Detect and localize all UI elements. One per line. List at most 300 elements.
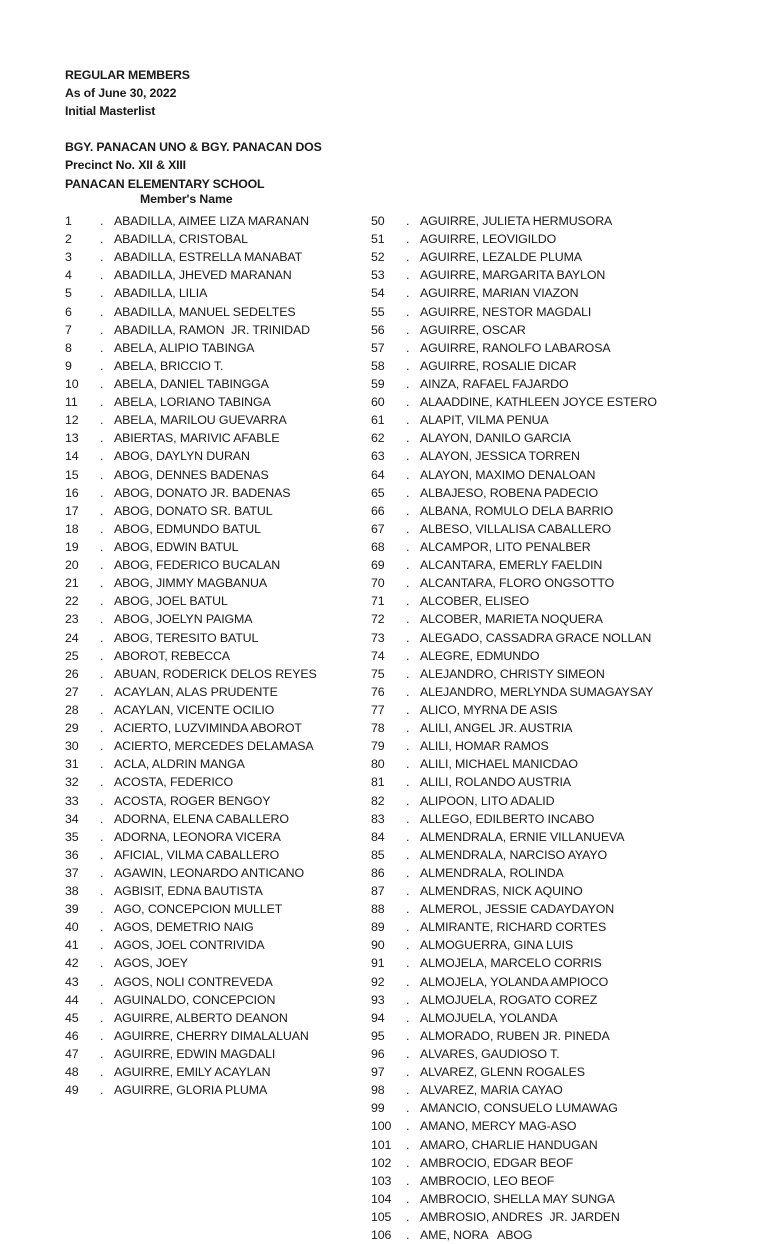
member-number: 45 bbox=[65, 1010, 79, 1025]
member-number: 102 bbox=[371, 1155, 392, 1170]
member-number: 55 bbox=[371, 304, 385, 319]
member-name: AGUIRRE, MARIAN VIAZON bbox=[420, 286, 579, 301]
member-name: AMANO, MERCY MAG-ASO bbox=[420, 1119, 577, 1134]
member-separator-dot: . bbox=[406, 431, 410, 446]
member-number: 99 bbox=[371, 1101, 385, 1116]
member-separator-dot: . bbox=[406, 902, 410, 917]
member-list-item bbox=[371, 828, 701, 846]
member-separator-dot: . bbox=[406, 1191, 410, 1206]
document-list-type: Initial Masterlist bbox=[65, 104, 156, 119]
member-list-item bbox=[65, 719, 365, 737]
member-list-item bbox=[65, 592, 365, 610]
member-name: AMANCIO, CONSUELO LUMAWAG bbox=[420, 1101, 618, 1116]
member-list-item bbox=[371, 719, 701, 737]
member-name: ACOSTA, ROGER BENGOY bbox=[114, 793, 271, 808]
member-separator-dot: . bbox=[406, 648, 410, 663]
member-name: ALMOJELA, MARCELO CORRIS bbox=[420, 956, 602, 971]
member-number: 20 bbox=[65, 558, 79, 573]
member-separator-dot: . bbox=[406, 721, 410, 736]
member-name: ALEJANDRO, CHRISTY SIMEON bbox=[420, 666, 605, 681]
member-name: ALEGRE, EDMUNDO bbox=[420, 648, 540, 663]
member-list-item bbox=[65, 864, 365, 882]
member-number: 63 bbox=[371, 449, 385, 464]
member-number: 51 bbox=[371, 232, 385, 247]
member-name: AGOS, JOEY bbox=[114, 956, 188, 971]
member-separator-dot: . bbox=[100, 630, 104, 645]
document-venue: PANACAN ELEMENTARY SCHOOL bbox=[65, 176, 265, 191]
member-list-item bbox=[65, 212, 365, 230]
member-separator-dot: . bbox=[406, 1173, 410, 1188]
member-separator-dot: . bbox=[406, 612, 410, 627]
member-name: ALLEGO, EDILBERTO INCABO bbox=[420, 811, 595, 826]
member-name: ALVAREZ, GLENN ROGALES bbox=[420, 1065, 585, 1080]
member-separator-dot: . bbox=[100, 1010, 104, 1025]
member-separator-dot: . bbox=[100, 467, 104, 482]
member-list-item bbox=[371, 592, 701, 610]
member-name: ALAYON, DANILO GARCIA bbox=[420, 431, 571, 446]
member-number: 5 bbox=[65, 286, 72, 301]
member-list-item bbox=[65, 918, 365, 936]
member-separator-dot: . bbox=[100, 648, 104, 663]
member-separator-dot: . bbox=[100, 594, 104, 609]
member-separator-dot: . bbox=[406, 739, 410, 754]
member-separator-dot: . bbox=[406, 757, 410, 772]
member-number: 42 bbox=[65, 956, 79, 971]
member-list-item bbox=[65, 375, 365, 393]
member-list-item bbox=[371, 610, 701, 628]
member-list-item bbox=[65, 936, 365, 954]
member-number: 39 bbox=[65, 902, 79, 917]
member-name: ALEJANDRO, MERLYNDA SUMAGAYSAY bbox=[420, 684, 654, 699]
member-list-item bbox=[65, 773, 365, 791]
member-name: ABOG, FEDERICO BUCALAN bbox=[114, 558, 281, 573]
member-separator-dot: . bbox=[406, 829, 410, 844]
member-separator-dot: . bbox=[100, 539, 104, 554]
member-name: ACAYLAN, ALAS PRUDENTE bbox=[114, 684, 278, 699]
member-number: 10 bbox=[65, 376, 79, 391]
member-separator-dot: . bbox=[100, 775, 104, 790]
member-number: 33 bbox=[65, 793, 79, 808]
document-title: REGULAR MEMBERS bbox=[65, 68, 190, 82]
member-list-item bbox=[65, 520, 365, 538]
member-separator-dot: . bbox=[100, 322, 104, 337]
member-number: 74 bbox=[371, 648, 385, 663]
member-name: ALVAREZ, MARIA CAYAO bbox=[420, 1083, 563, 1098]
member-number: 77 bbox=[371, 702, 385, 717]
member-number: 60 bbox=[371, 395, 385, 410]
member-number: 98 bbox=[371, 1083, 385, 1098]
member-number: 84 bbox=[371, 829, 385, 844]
member-separator-dot: . bbox=[100, 358, 104, 373]
member-name: ACLA, ALDRIN MANGA bbox=[114, 757, 245, 772]
member-list-item bbox=[371, 1099, 701, 1117]
member-separator-dot: . bbox=[100, 847, 104, 862]
member-number: 47 bbox=[65, 1047, 79, 1062]
member-separator-dot: . bbox=[406, 1101, 410, 1116]
member-name: ABOG, DONATO SR. BATUL bbox=[114, 503, 273, 518]
member-list-item bbox=[371, 810, 701, 828]
member-name: ADORNA, ELENA CABALLERO bbox=[114, 811, 289, 826]
member-list-item bbox=[65, 683, 365, 701]
member-separator-dot: . bbox=[100, 503, 104, 518]
member-number: 73 bbox=[371, 630, 385, 645]
member-name: ABIERTAS, MARIVIC AFABLE bbox=[114, 431, 280, 446]
member-separator-dot: . bbox=[100, 684, 104, 699]
member-name: ALEGADO, CASSADRA GRACE NOLLAN bbox=[420, 630, 652, 645]
member-number: 25 bbox=[65, 648, 79, 663]
member-list-item bbox=[371, 411, 701, 429]
member-list-item bbox=[65, 737, 365, 755]
member-separator-dot: . bbox=[100, 286, 104, 301]
member-list-item bbox=[371, 773, 701, 791]
member-separator-dot: . bbox=[406, 684, 410, 699]
member-separator-dot: . bbox=[406, 485, 410, 500]
document-header bbox=[65, 66, 365, 193]
member-list-item bbox=[371, 284, 701, 302]
member-list-item bbox=[65, 792, 365, 810]
member-name: ABOG, JOELYN PAIGMA bbox=[114, 612, 253, 627]
members-name-column-header: Member's Name bbox=[140, 192, 233, 206]
member-name: ALBAJESO, ROBENA PADECIO bbox=[420, 485, 598, 500]
member-number: 9 bbox=[65, 358, 72, 373]
member-separator-dot: . bbox=[100, 304, 104, 319]
member-number: 91 bbox=[371, 956, 385, 971]
member-separator-dot: . bbox=[406, 1137, 410, 1152]
member-name: AGUIRRE, LEZALDE PLUMA bbox=[420, 250, 582, 265]
member-separator-dot: . bbox=[100, 449, 104, 464]
member-separator-dot: . bbox=[406, 232, 410, 247]
member-number: 54 bbox=[371, 286, 385, 301]
member-separator-dot: . bbox=[100, 829, 104, 844]
document-barangay: BGY. PANACAN UNO & BGY. PANACAN DOS bbox=[65, 140, 322, 155]
member-separator-dot: . bbox=[100, 920, 104, 935]
member-name: ACIERTO, MERCEDES DELAMASA bbox=[114, 739, 314, 754]
member-name: ABOG, DONATO JR. BADENAS bbox=[114, 485, 291, 500]
member-name: ALMOJUELA, ROGATO COREZ bbox=[420, 992, 598, 1007]
member-name: AGAWIN, LEONARDO ANTICANO bbox=[114, 865, 304, 880]
member-separator-dot: . bbox=[406, 286, 410, 301]
member-list-item bbox=[371, 1136, 701, 1154]
member-separator-dot: . bbox=[406, 884, 410, 899]
member-name: AMARO, CHARLIE HANDUGAN bbox=[420, 1137, 598, 1152]
member-name: AGBISIT, EDNA BAUTISTA bbox=[114, 884, 263, 899]
member-list-item bbox=[371, 665, 701, 683]
member-name: ALCOBER, MARIETA NOQUERA bbox=[420, 612, 603, 627]
member-number: 11 bbox=[65, 395, 78, 410]
member-number: 7 bbox=[65, 322, 72, 337]
member-separator-dot: . bbox=[406, 992, 410, 1007]
member-list-item bbox=[65, 357, 365, 375]
member-name: AFICIAL, VILMA CABALLERO bbox=[114, 847, 280, 862]
member-list-item bbox=[65, 303, 365, 321]
member-number: 94 bbox=[371, 1010, 385, 1025]
member-name: AGUIRRE, RANOLFO LABAROSA bbox=[420, 340, 611, 355]
member-separator-dot: . bbox=[406, 268, 410, 283]
member-name: AINZA, RAFAEL FAJARDO bbox=[420, 376, 569, 391]
member-list-item bbox=[371, 846, 701, 864]
member-name: ABUAN, RODERICK DELOS REYES bbox=[114, 666, 317, 681]
member-separator-dot: . bbox=[100, 340, 104, 355]
member-separator-dot: . bbox=[100, 865, 104, 880]
member-separator-dot: . bbox=[406, 1065, 410, 1080]
member-name: ALIPOON, LITO ADALID bbox=[420, 793, 555, 808]
member-number: 19 bbox=[65, 539, 79, 554]
member-number: 28 bbox=[65, 702, 79, 717]
member-number: 83 bbox=[371, 811, 385, 826]
member-number: 81 bbox=[371, 775, 385, 790]
member-number: 101 bbox=[371, 1137, 392, 1152]
member-name: ALMIRANTE, RICHARD CORTES bbox=[420, 920, 607, 935]
member-list-item bbox=[65, 321, 365, 339]
member-list-item bbox=[371, 647, 701, 665]
member-list-item bbox=[65, 1063, 365, 1081]
member-list-item bbox=[371, 520, 701, 538]
member-number: 15 bbox=[65, 467, 79, 482]
member-number: 82 bbox=[371, 793, 385, 808]
member-name: ABELA, BRICCIO T. bbox=[114, 358, 224, 373]
member-list-item bbox=[371, 556, 701, 574]
member-name: AGUIRRE, LEOVIGILDO bbox=[420, 232, 557, 247]
member-list-item bbox=[65, 248, 365, 266]
member-separator-dot: . bbox=[100, 666, 104, 681]
member-list-item bbox=[65, 1009, 365, 1027]
member-name: ALILI, HOMAR RAMOS bbox=[420, 739, 549, 754]
member-separator-dot: . bbox=[100, 521, 104, 536]
member-name: AGO, CONCEPCION MULLET bbox=[114, 902, 283, 917]
member-number: 40 bbox=[65, 920, 79, 935]
member-separator-dot: . bbox=[100, 938, 104, 953]
member-separator-dot: . bbox=[100, 956, 104, 971]
member-list-item bbox=[371, 502, 701, 520]
member-name: ALMOJUELA, YOLANDA bbox=[420, 1010, 558, 1025]
member-separator-dot: . bbox=[406, 1119, 410, 1134]
member-name: ALBESO, VILLALISA CABALLERO bbox=[420, 521, 611, 536]
member-number: 100 bbox=[371, 1119, 392, 1134]
member-number: 1 bbox=[65, 214, 72, 228]
member-separator-dot: . bbox=[406, 1210, 410, 1225]
member-number: 93 bbox=[371, 992, 385, 1007]
member-list-item bbox=[65, 284, 365, 302]
member-number: 34 bbox=[65, 811, 79, 826]
member-name: AGUINALDO, CONCEPCION bbox=[114, 992, 276, 1007]
member-list-item bbox=[65, 846, 365, 864]
member-name: ABADILLA, JHEVED MARANAN bbox=[114, 268, 292, 283]
member-number: 71 bbox=[371, 594, 385, 609]
member-name: ALMOJELA, YOLANDA AMPIOCO bbox=[420, 974, 609, 989]
member-list-item bbox=[371, 1045, 701, 1063]
member-name: ALVARES, GAUDIOSO T. bbox=[420, 1047, 560, 1062]
member-list-item bbox=[65, 429, 365, 447]
member-name: ABOG, JIMMY MAGBANUA bbox=[114, 576, 267, 591]
member-number: 66 bbox=[371, 503, 385, 518]
member-list-item bbox=[371, 574, 701, 592]
member-list-column-left bbox=[65, 212, 365, 1099]
member-number: 29 bbox=[65, 721, 79, 736]
member-number: 6 bbox=[65, 304, 72, 319]
member-list-item bbox=[371, 991, 701, 1009]
member-list-item bbox=[371, 973, 701, 991]
member-separator-dot: . bbox=[100, 612, 104, 627]
member-number: 35 bbox=[65, 829, 79, 844]
member-name: AGUIRRE, EMILY ACAYLAN bbox=[114, 1065, 271, 1080]
member-separator-dot: . bbox=[100, 1065, 104, 1080]
member-name: AGUIRRE, MARGARITA BAYLON bbox=[420, 268, 606, 283]
member-number: 48 bbox=[65, 1065, 79, 1080]
member-name: AGUIRRE, ROSALIE DICAR bbox=[420, 358, 577, 373]
member-number: 90 bbox=[371, 938, 385, 953]
member-separator-dot: . bbox=[100, 485, 104, 500]
member-list-item bbox=[65, 266, 365, 284]
member-name: AGOS, NOLI CONTREVEDA bbox=[114, 974, 273, 989]
member-name: ABOG, DAYLYN DURAN bbox=[114, 449, 250, 464]
member-name: AGUIRRE, NESTOR MAGDALI bbox=[420, 304, 592, 319]
member-separator-dot: . bbox=[406, 793, 410, 808]
member-number: 76 bbox=[371, 684, 385, 699]
member-list-item bbox=[371, 629, 701, 647]
member-name: ABOROT, REBECCA bbox=[114, 648, 230, 663]
member-name: ALMOGUERRA, GINA LUIS bbox=[420, 938, 574, 953]
member-number: 80 bbox=[371, 757, 385, 772]
member-list-item bbox=[65, 900, 365, 918]
member-list-item bbox=[371, 1027, 701, 1045]
member-list-item bbox=[371, 357, 701, 375]
member-list-item bbox=[371, 900, 701, 918]
member-separator-dot: . bbox=[100, 232, 104, 247]
member-number: 53 bbox=[371, 268, 385, 283]
member-name: AMBROCIO, EDGAR BEOF bbox=[420, 1155, 574, 1170]
member-name: ABOG, TERESITO BATUL bbox=[114, 630, 259, 645]
member-number: 4 bbox=[65, 268, 72, 283]
header-blank-line bbox=[65, 120, 365, 138]
member-list-item bbox=[65, 1045, 365, 1063]
member-number: 70 bbox=[371, 576, 385, 591]
member-list-item bbox=[65, 701, 365, 719]
member-list-item bbox=[371, 266, 701, 284]
member-name: ALAYON, JESSICA TORREN bbox=[420, 449, 580, 464]
member-separator-dot: . bbox=[100, 395, 104, 410]
member-separator-dot: . bbox=[406, 956, 410, 971]
member-list-item bbox=[371, 737, 701, 755]
member-list-item bbox=[65, 610, 365, 628]
member-number: 104 bbox=[371, 1191, 392, 1206]
member-number: 36 bbox=[65, 847, 79, 862]
member-name: ABELA, LORIANO TABINGA bbox=[114, 395, 271, 410]
member-number: 17 bbox=[65, 503, 79, 518]
member-separator-dot: . bbox=[406, 1010, 410, 1025]
member-list-column-right bbox=[371, 212, 701, 1244]
member-separator-dot: . bbox=[100, 558, 104, 573]
member-separator-dot: . bbox=[406, 938, 410, 953]
member-number: 18 bbox=[65, 521, 79, 536]
member-number: 67 bbox=[371, 521, 385, 536]
member-number: 96 bbox=[371, 1047, 385, 1062]
member-number: 43 bbox=[65, 974, 79, 989]
member-name: ABADILLA, RAMON JR. TRINIDAD bbox=[114, 322, 310, 337]
member-name: ACOSTA, FEDERICO bbox=[114, 775, 234, 790]
member-separator-dot: . bbox=[406, 1083, 410, 1098]
member-number: 38 bbox=[65, 884, 79, 899]
member-number: 56 bbox=[371, 322, 385, 337]
member-list-item bbox=[65, 466, 365, 484]
member-name: AGUIRRE, EDWIN MAGDALI bbox=[114, 1047, 276, 1062]
member-list-item bbox=[65, 502, 365, 520]
member-number: 22 bbox=[65, 594, 79, 609]
member-number: 31 bbox=[65, 757, 79, 772]
member-name: AMBROCIO, SHELLA MAY SUNGA bbox=[420, 1191, 615, 1206]
member-list-item bbox=[371, 792, 701, 810]
member-number: 59 bbox=[371, 376, 385, 391]
member-list-item bbox=[371, 484, 701, 502]
member-separator-dot: . bbox=[406, 521, 410, 536]
member-name: AGUIRRE, JULIETA HERMUSORA bbox=[420, 214, 613, 228]
member-separator-dot: . bbox=[406, 666, 410, 681]
member-number: 72 bbox=[371, 612, 385, 627]
member-list-item bbox=[371, 864, 701, 882]
member-name: ALAYON, MAXIMO DENALOAN bbox=[420, 467, 596, 482]
member-number: 64 bbox=[371, 467, 385, 482]
member-list-item bbox=[371, 918, 701, 936]
member-number: 32 bbox=[65, 775, 79, 790]
member-separator-dot: . bbox=[100, 1028, 104, 1043]
member-number: 89 bbox=[371, 920, 385, 935]
member-separator-dot: . bbox=[100, 576, 104, 591]
member-number: 8 bbox=[65, 340, 72, 355]
member-number: 86 bbox=[371, 865, 385, 880]
member-number: 65 bbox=[371, 485, 385, 500]
member-number: 97 bbox=[371, 1065, 385, 1080]
member-number: 92 bbox=[371, 974, 385, 989]
member-separator-dot: . bbox=[406, 214, 410, 228]
member-separator-dot: . bbox=[100, 811, 104, 826]
member-list-item bbox=[371, 936, 701, 954]
member-name: ALAPIT, VILMA PENUA bbox=[420, 413, 549, 428]
member-name: ABOG, JOEL BATUL bbox=[114, 594, 228, 609]
member-name: ACAYLAN, VICENTE OCILIO bbox=[114, 702, 275, 717]
member-number: 16 bbox=[65, 485, 79, 500]
member-list-item bbox=[65, 665, 365, 683]
member-separator-dot: . bbox=[406, 920, 410, 935]
member-list-item bbox=[371, 303, 701, 321]
member-name: ALAADDINE, KATHLEEN JOYCE ESTERO bbox=[420, 395, 657, 410]
member-separator-dot: . bbox=[100, 214, 104, 228]
member-number: 27 bbox=[65, 684, 79, 699]
member-separator-dot: . bbox=[406, 1047, 410, 1062]
member-separator-dot: . bbox=[406, 413, 410, 428]
member-separator-dot: . bbox=[406, 1028, 410, 1043]
member-separator-dot: . bbox=[406, 775, 410, 790]
member-list-item bbox=[65, 828, 365, 846]
member-name: AGUIRRE, ALBERTO DEANON bbox=[114, 1010, 288, 1025]
member-list-item bbox=[65, 484, 365, 502]
member-list-item bbox=[65, 574, 365, 592]
member-name: ADORNA, LEONORA VICERA bbox=[114, 829, 281, 844]
member-separator-dot: . bbox=[100, 757, 104, 772]
member-separator-dot: . bbox=[406, 974, 410, 989]
member-separator-dot: . bbox=[406, 576, 410, 591]
member-separator-dot: . bbox=[100, 431, 104, 446]
member-separator-dot: . bbox=[406, 322, 410, 337]
member-number: 50 bbox=[371, 214, 385, 228]
member-list-item bbox=[371, 538, 701, 556]
member-number: 75 bbox=[371, 666, 385, 681]
member-separator-dot: . bbox=[100, 702, 104, 717]
member-list-item bbox=[371, 1081, 701, 1099]
member-number: 58 bbox=[371, 358, 385, 373]
member-number: 78 bbox=[371, 721, 385, 736]
member-separator-dot: . bbox=[100, 376, 104, 391]
member-name: ALCAMPOR, LITO PENALBER bbox=[420, 539, 591, 554]
member-list-item bbox=[65, 882, 365, 900]
